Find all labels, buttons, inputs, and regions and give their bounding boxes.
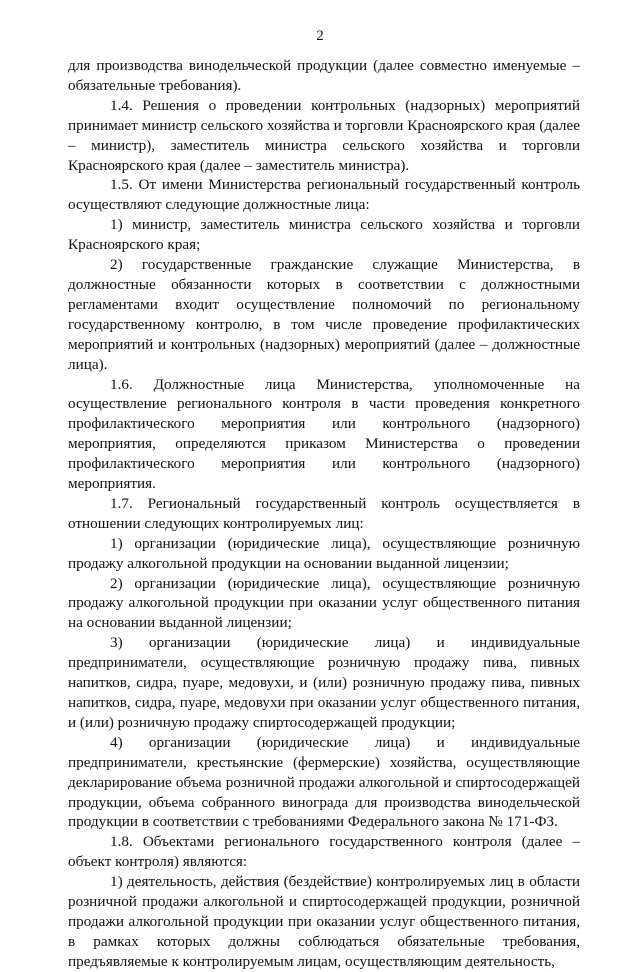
paragraph: 1.8. Объектами регионального государственного контроля (далее – объект контроля) являются:	[68, 833, 580, 871]
paragraph: 2) государственные гражданские служащие Министерства, в должностные обязанности которых в соответствии с должностными регламентами входит осуществление полномочий по региональному государственному контролю, в том числе проведение профилактических мероприятий и контрольных (надзорных) мероприятий (далее – должностные лица).	[68, 256, 580, 373]
document-body	[68, 56, 580, 972]
page-number: 2	[316, 28, 324, 44]
paragraph: 4) организации (юридические лица) и индивидуальные предприниматели, крестьянские (фермерские) хозяйства, осуществляющие декларирование объема розничной продажи алкогольной и спиртосодержащей продукции, объема собранного винограда для производства винодельческой продукции в соответствии с требованиями Федерального закона № 171-ФЗ.	[68, 733, 580, 831]
paragraph: 1.4. Решения о проведении контрольных (надзорных) мероприятий принимает министр сельского хозяйства и торговли Красноярского края (далее – министр), заместитель министра сельского хозяйства и торговли Красноярского края (далее – заместитель министра).	[68, 96, 580, 174]
paragraph: для производства винодельческой продукции (далее совместно именуемые – обязательные требования).	[68, 57, 580, 94]
paragraph: 2) организации (юридические лица), осуществляющие розничную продажу алкогольной продукции при оказании услуг общественного питания на основании выданной лицензии;	[68, 574, 580, 632]
paragraph: 1.5. От имени Министерства региональный государственный контроль осуществляют следующие должностные лица:	[68, 176, 580, 214]
paragraph: 1) организации (юридические лица), осуществляющие розничную продажу алкогольной продукции на основании выданной лицензии;	[68, 534, 580, 572]
paragraph: 1.7. Региональный государственный контроль осуществляется в отношении следующих контролируемых лиц:	[68, 494, 580, 532]
paragraph: 3) организации (юридические лица) и индивидуальные предприниматели, осуществляющие розничную продажу пива, пивных напитков, сидра, пуаре, медовухи, и (или) розничную продажу пива, пивных напитков, сидра, пуаре, медовухи при оказании услуг общественного питания, и (или) розничную продажу спиртосодержащей продукции;	[68, 634, 580, 731]
paragraph: 1) министр, заместитель министра сельского хозяйства и торговли Красноярского края;	[68, 216, 580, 254]
paragraph: 1.6. Должностные лица Министерства, уполномоченные на осуществление регионального контроля в части проведения конкретного профилактического мероприятия или контрольного (надзорного) мероприятия, определяются приказом Министерства о проведении профилактического мероприятия или контрольного (надзорного) мероприятия.	[68, 375, 580, 493]
paragraph: 1) деятельность, действия (бездействие) контролируемых лиц в области розничной продажи алкогольной и спиртосодержащей продукции, розничной продажи алкогольной продукции при оказании услуг общественного питания, в рамках которых должны соблюдаться обязательные требования, предъявляемые к контролируемым лицам, осуществляющим деятельность,	[68, 873, 580, 970]
